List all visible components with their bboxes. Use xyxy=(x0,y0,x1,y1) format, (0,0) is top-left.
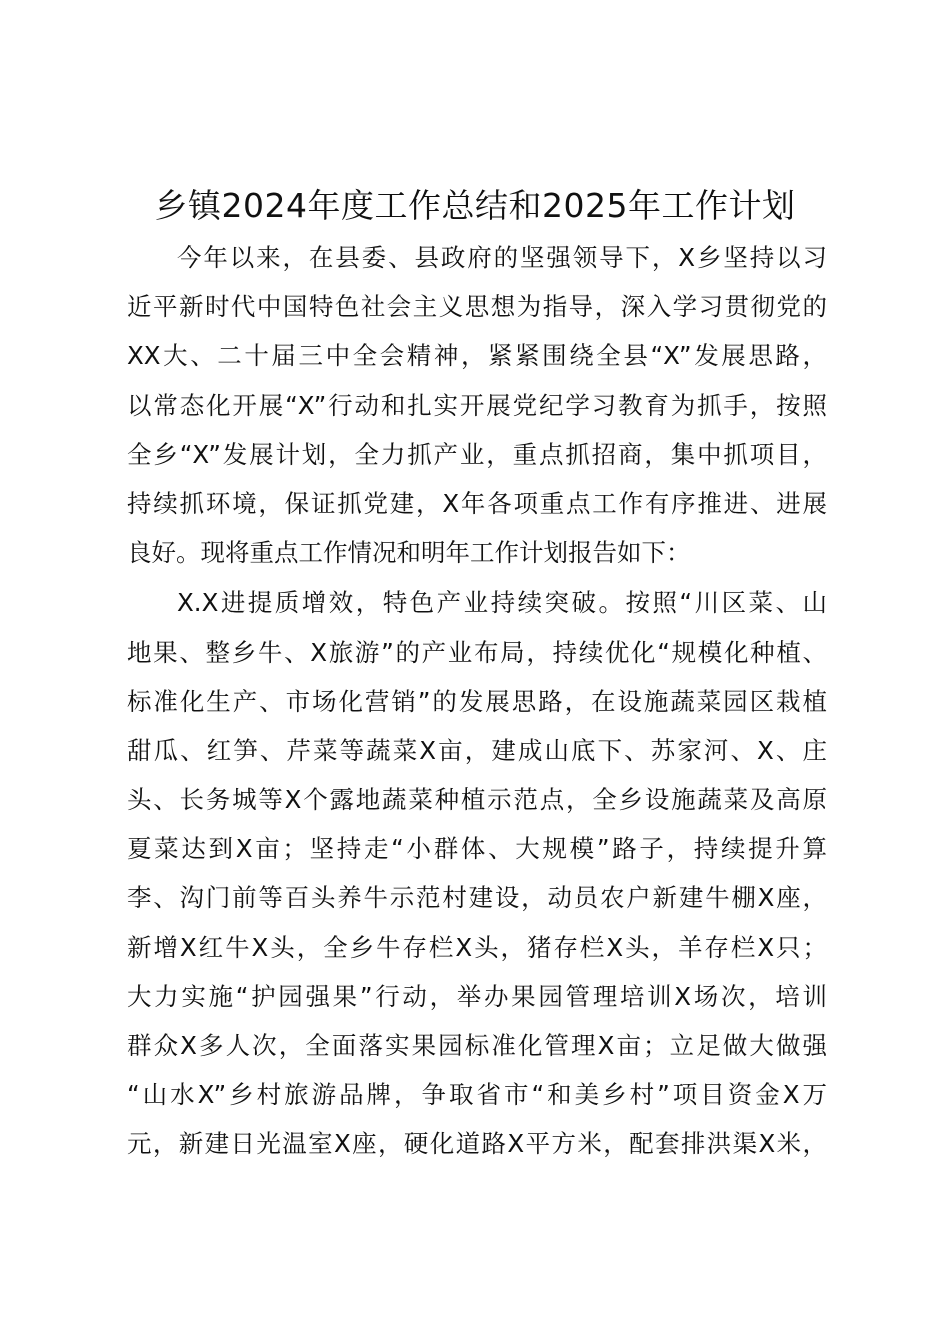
paragraph-line: 标准化生产、市场化营销”的发展思路，在设施蔬菜园区栽植 xyxy=(127,686,827,716)
paragraph-line: X.X进提质增效，特色产业持续突破。按照“川区菜、山 xyxy=(177,588,827,618)
paragraph-line: 头、长务城等X个露地蔬菜种植示范点，全乡设施蔬菜及高原 xyxy=(127,785,827,815)
paragraph-industry xyxy=(127,578,827,1168)
paragraph-line: 今年以来，在县委、县政府的坚强领导下，X乡坚持以习 xyxy=(177,243,827,272)
paragraph-line: 良好。现将重点工作情况和明年工作计划报告如下： xyxy=(127,538,691,568)
paragraph-line: XX大、二十届三中全会精神，紧紧围绕全县“X”发展思路， xyxy=(127,341,827,371)
paragraph-intro xyxy=(127,233,827,577)
paragraph-line: 以常态化开展“X”行动和扎实开展党纪学习教育为抓手，按照 xyxy=(127,390,827,420)
paragraph-line: 近平新时代中国特色社会主义思想为指导，深入学习贯彻党的 xyxy=(127,292,827,322)
paragraph-line: “山水X”乡村旅游品牌，争取省市“和美乡村”项目资金X万 xyxy=(127,1080,827,1110)
paragraph-line: 夏菜达到X亩；坚持走“小群体、大规模”路子，持续提升算 xyxy=(127,834,827,864)
paragraph-line: 甜瓜、红笋、芹菜等蔬菜X亩，建成山底下、苏家河、X、庄 xyxy=(127,735,827,765)
paragraph-line: 李、沟门前等百头养牛示范村建设，动员农户新建牛棚X座， xyxy=(127,883,827,913)
paragraph-line: 持续抓环境，保证抓党建，X年各项重点工作有序推进、进展 xyxy=(127,488,827,518)
paragraph-line: 地果、整乡牛、X旅游”的产业布局，持续优化“规模化种植、 xyxy=(127,637,827,667)
paragraph-line: 元，新建日光温室X座，硬化道路X平方米，配套排洪渠X米， xyxy=(127,1129,827,1159)
paragraph-line: 大力实施“护园强果”行动，举办果园管理培训X场次，培训 xyxy=(127,981,827,1011)
paragraph-line: 群众X多人次，全面落实果园标准化管理X亩；立足做大做强 xyxy=(127,1031,827,1060)
paragraph-line: 新增X红牛X头，全乡牛存栏X头，猪存栏X头，羊存栏X只； xyxy=(127,932,827,962)
document-body xyxy=(127,233,827,1169)
document-title: 乡镇2024年度工作总结和2025年工作计划 xyxy=(154,186,796,225)
paragraph-line: 全乡“X”发展计划，全力抓产业，重点抓招商，集中抓项目， xyxy=(127,439,827,469)
